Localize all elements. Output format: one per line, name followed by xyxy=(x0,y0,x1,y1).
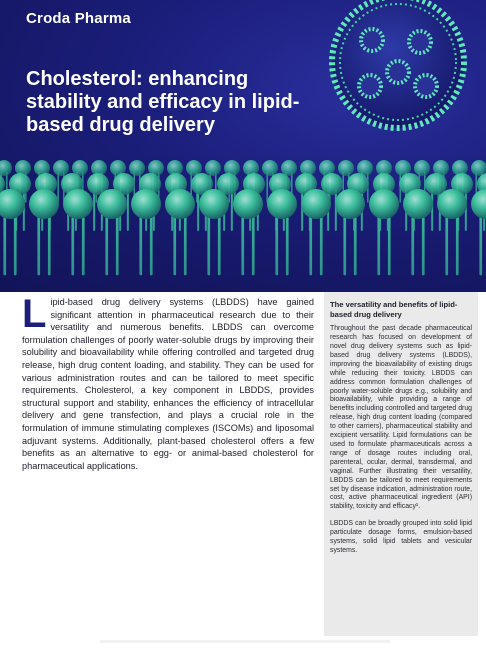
lipid-bilayer-illustration xyxy=(0,0,486,292)
sidebar-paragraph-1: Throughout the past decade pharmaceutical research has focused on development of novel drug delivery systems such as lipid-based drug delivery systems (LBDDS), improving the bioavailability of existing drugs while reducing their toxicity. LBDDS can address common formulation challenges of poorly water-soluble drugs e.g., solubility and bioavailability, while providing a range of benefits including controlled and targeted drug release, high drug content loading (compared to other carriers), pharmaceutical stability and excipient versatility. Lipid formulations can be used to formulate pharmaceuticals across a range of dosage routes including oral, parenteral, ocular, dermal, transdermal, and vaginal. Further illustrating their versatility, LBDDS can be tailored to meet requirements set by disease indication, administration route, cost, active pharmaceutical ingredient (API) stability, toxicity and efficacy¹. xyxy=(330,325,472,511)
main-body-text: ipid-based drug delivery systems (LBDDS) have gained significant attention in pharmaceutical research due to their versatility and numerous benefits. LBDDS can overcome formulation challenges of poorly water-soluble drugs by improving their solubility and bioavailability while offering controlled and targeted drug release, high drug content loading, and stability. They can be used for various administration routes and can be tailored to meet specific requirements. Cholesterol, a key component in LBDDS, provides structural support and stability, enhances the efficiency of intracellular delivery and gene transfection, and plays a crucial role in the formulation of immune stimulating complexes (ISCOMs) and liposomal adjuvant systems. Additionally, plant-based cholesterol offers a few benefits as an alternative to egg- or animal-based cholesterol for pharmaceutical applications. xyxy=(22,297,314,471)
sidebar-box xyxy=(324,292,478,636)
sidebar-paragraph-2: LBDDS can be broadly grouped into solid lipid particulate dosage forms, emulsion-based systems, solid lipid tablets and vesicular systems. xyxy=(330,520,472,554)
drop-cap: L xyxy=(22,292,47,336)
main-article xyxy=(22,292,314,472)
sidebar-heading: The versatility and benefits of lipid-based drug delivery xyxy=(330,300,458,319)
page-title: Cholesterol: enhancing stability and efficacy in lipid-based drug delivery xyxy=(26,68,300,136)
hero-banner xyxy=(0,0,486,292)
footer-rule xyxy=(100,640,390,643)
brand-name: Croda Pharma xyxy=(26,10,131,27)
